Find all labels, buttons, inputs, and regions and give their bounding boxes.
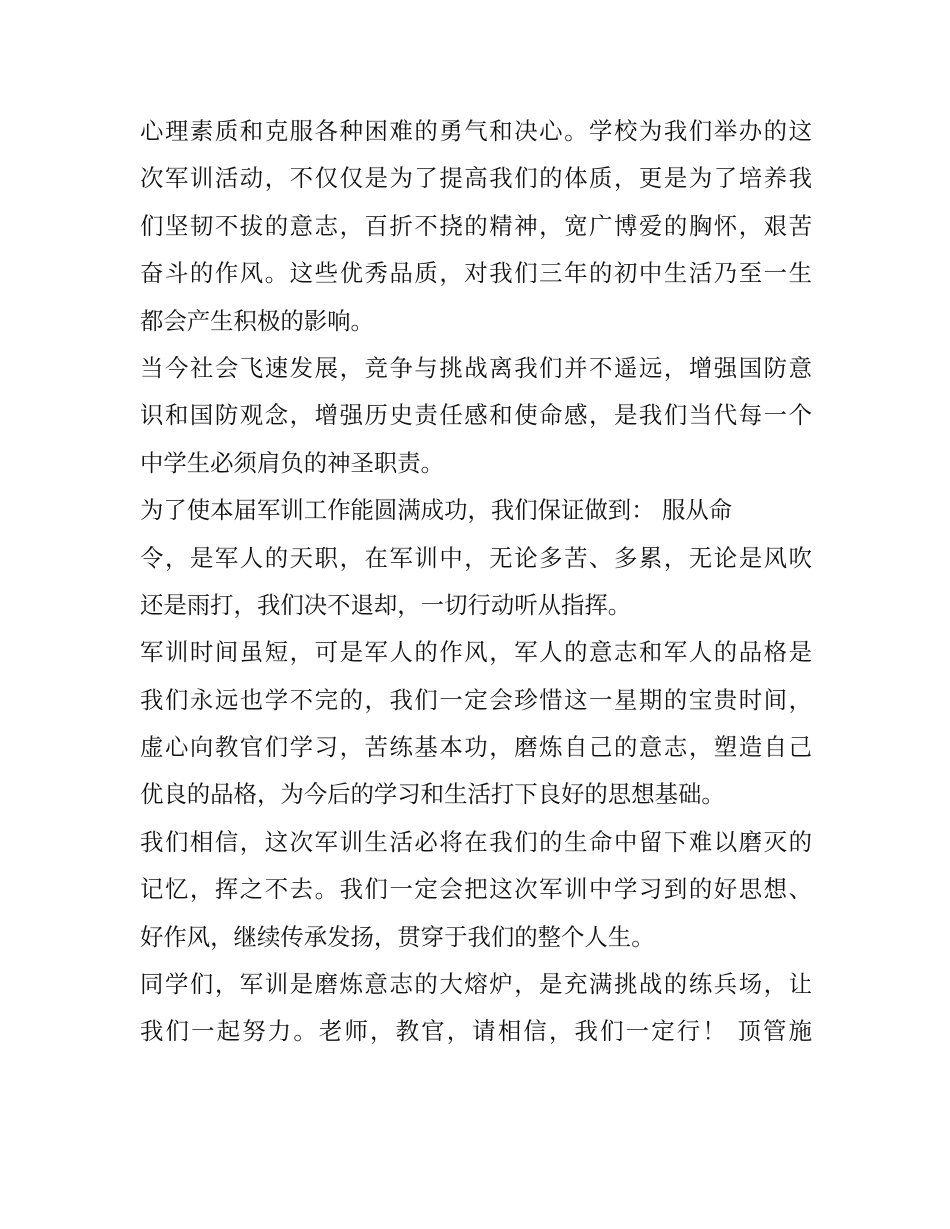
text-line: 识和国防观念，增强历史责任感和使命感，是我们当代每一个 — [140, 401, 812, 430]
text-line: 我们永远也学不完的，我们一定会珍惜这一星期的宝贵时间， — [140, 685, 812, 714]
text-line: 优良的品格，为今后的学习和生活打下良好的思想基础。 — [140, 780, 725, 809]
text-line: 令，是军人的天职，在军训中，无论多苦、多累，无论是风吹 — [140, 543, 812, 572]
text-line: 记忆，挥之不去。我们一定会把这次军训中学习到的好思想、 — [140, 875, 812, 904]
text-line: 我们一起努力。老师，教官，请相信，我们一定行！ 顶管施 — [140, 1017, 812, 1046]
text-line: 虚心向教官们学习，苦练基本功，磨炼自己的意志，塑造自己 — [140, 733, 812, 762]
text-line: 为了使本届军训工作能圆满成功，我们保证做到： 服从命 — [140, 496, 733, 525]
text-line: 军训时间虽短，可是军人的作风，军人的意志和军人的品格是 — [140, 638, 812, 667]
text-line: 心理素质和克服各种困难的勇气和决心。学校为我们举办的这 — [140, 117, 812, 145]
text-line: 都会产生积极的影响。 — [140, 306, 374, 335]
text-line: 中学生必须肩负的神圣职责。 — [140, 448, 445, 477]
document-body — [140, 108, 812, 1056]
text-line: 们坚韧不拔的意志，百折不挠的精神，宽广博爱的胸怀，艰苦 — [140, 211, 812, 240]
text-line: 还是雨打，我们决不退却，一切行动听从指挥。 — [140, 590, 632, 619]
text-line: 次军训活动，不仅仅是为了提高我们的体质，更是为了培养我 — [140, 164, 812, 193]
text-line: 我们相信，这次军训生活必将在我们的生命中留下难以磨灭的 — [140, 827, 812, 856]
text-line: 同学们，军训是磨炼意志的大熔炉，是充满挑战的练兵场，让 — [140, 970, 812, 999]
text-line: 好作风，继续传承发扬，贯穿于我们的整个人生。 — [140, 922, 655, 951]
text-line: 奋斗的作风。这些优秀品质，对我们三年的初中生活乃至一生 — [140, 259, 812, 288]
text-line: 当今社会飞速发展，竞争与挑战离我们并不遥远，增强国防意 — [140, 353, 812, 382]
